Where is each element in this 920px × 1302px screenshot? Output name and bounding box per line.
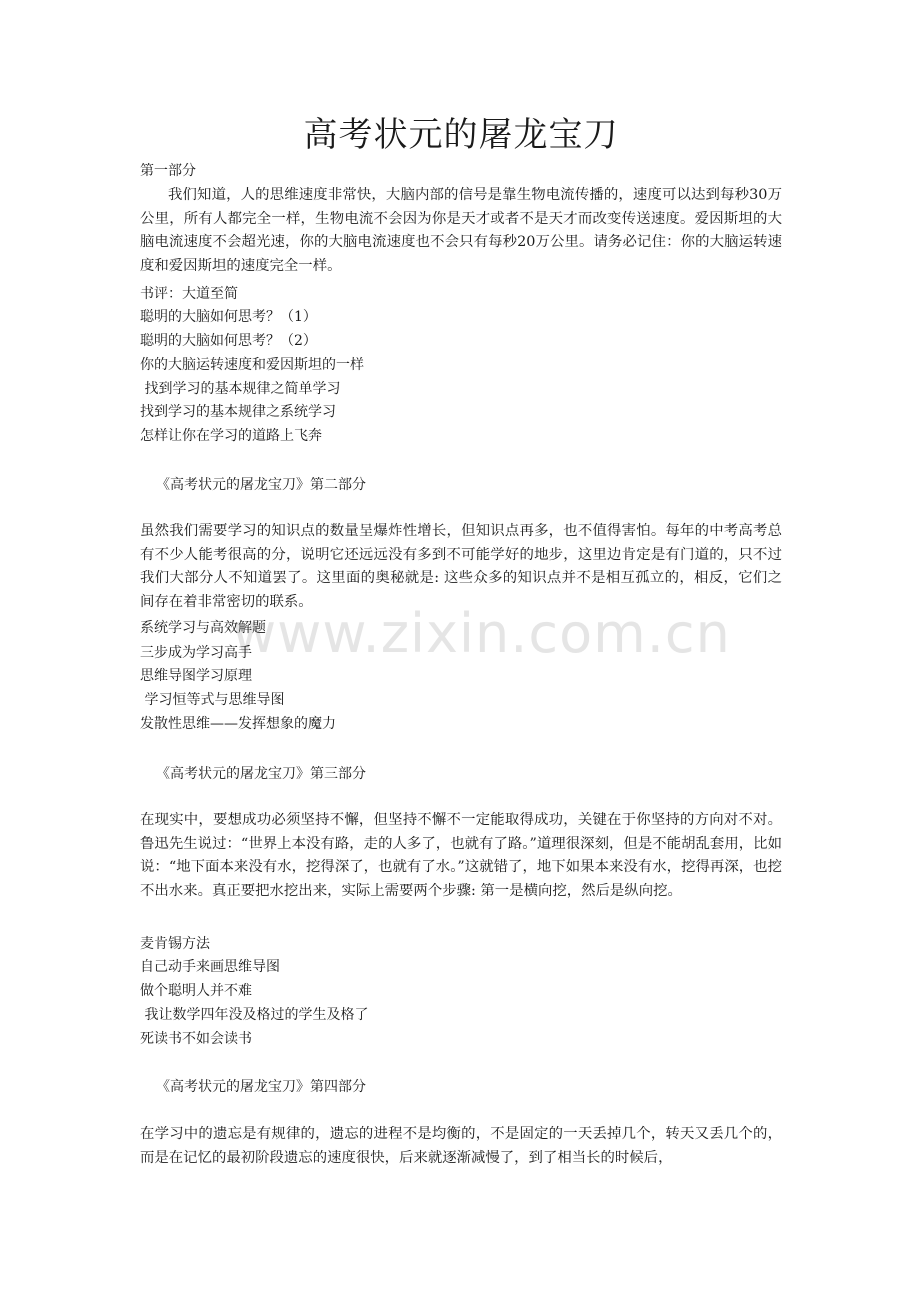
list-item: 发散性思维——发挥想象的魔力 xyxy=(140,716,336,732)
section-heading-part1: 第一部分 xyxy=(140,163,196,179)
list-item: 系统学习与高效解题 xyxy=(140,620,266,636)
list-item: 三步成为学习高手 xyxy=(140,645,252,661)
section-paragraph-part1: 我们知道，人的思维速度非常快，大脑内部的信号是靠生物电流传播的，速度可以达到每秒30万公里，所有人都完全一样，生物电流不会因为你是天才或者不是天才而改变传送速度。爱因斯坦的大脑电流速度不会超光速，你的大脑电流速度也不会只有每秒20万公里。请务必记住：你的大脑运转速度和爱因斯坦的速度完全一样。 xyxy=(140,187,782,274)
section-paragraph-part2: 虽然我们需要学习的知识点的数量呈爆炸性增长，但知识点再多，也不值得害怕。每年的中考高考总有不少人能考很高的分，说明它还远远没有多到不可能学好的地步，这里边肯定是有门道的，只不过我们大部分人不知道罢了。这里面的奥秘就是: 这些众多的知识点并不是相互孤立的，相反，它们之间存在着非常密切的联系。 xyxy=(140,523,782,610)
document-title: 高考状元的屠龙宝刀 xyxy=(303,115,619,155)
list-item: 聪明的大脑如何思考？（1） xyxy=(140,309,317,325)
list-item: 聪明的大脑如何思考？（2） xyxy=(140,333,317,349)
list-item: 做个聪明人并不难 xyxy=(140,983,252,999)
watermark: www.zixin.com.cn xyxy=(232,602,731,665)
list-item: 思维导图学习原理 xyxy=(140,668,252,684)
list-item: 麦肯锡方法 xyxy=(140,936,210,952)
section-paragraph-part3: 在现实中，要想成功必须坚持不懈，但坚持不懈不一定能取得成功，关键在于你坚持的方向对不对。鲁迅先生说过：“世界上本没有路，走的人多了，也就有了路。”道理很深刻，但是不能胡乱套用，比如说：“地下面本来没有水，挖得深了，也就有了水。”这就错了，地下如果本来没有水，挖得再深，也挖不出水来。真正要把水挖出来，实际上需要两个步骤: 第一是横向挖，然后是纵向挖。 xyxy=(140,812,782,899)
section-heading-part3: 《高考状元的屠龙宝刀》第三部分 xyxy=(156,766,366,782)
section-paragraph-part4: 在学习中的遗忘是有规律的，遗忘的进程不是均衡的，不是固定的一天丢掉几个，转天又丢几个的，而是在记忆的最初阶段遗忘的速度很快，后来就逐渐减慢了，到了相当长的时候后， xyxy=(140,1126,782,1166)
list-item: 怎样让你在学习的道路上飞奔 xyxy=(140,428,322,444)
list-item: 你的大脑运转速度和爱因斯坦的一样 xyxy=(140,357,364,373)
list-item: 死读书不如会读书 xyxy=(140,1031,252,1047)
list-item: 我让数学四年没及格过的学生及格了 xyxy=(140,1007,369,1023)
list-item: 找到学习的基本规律之系统学习 xyxy=(140,404,336,420)
list-item: 书评：大道至简 xyxy=(140,286,238,302)
list-item: 学习恒等式与思维导图 xyxy=(140,692,285,708)
section-heading-part2: 《高考状元的屠龙宝刀》第二部分 xyxy=(156,477,366,493)
section-heading-part4: 《高考状元的屠龙宝刀》第四部分 xyxy=(156,1079,366,1095)
list-item: 自己动手来画思维导图 xyxy=(140,959,280,975)
list-item: 找到学习的基本规律之简单学习 xyxy=(140,381,341,397)
